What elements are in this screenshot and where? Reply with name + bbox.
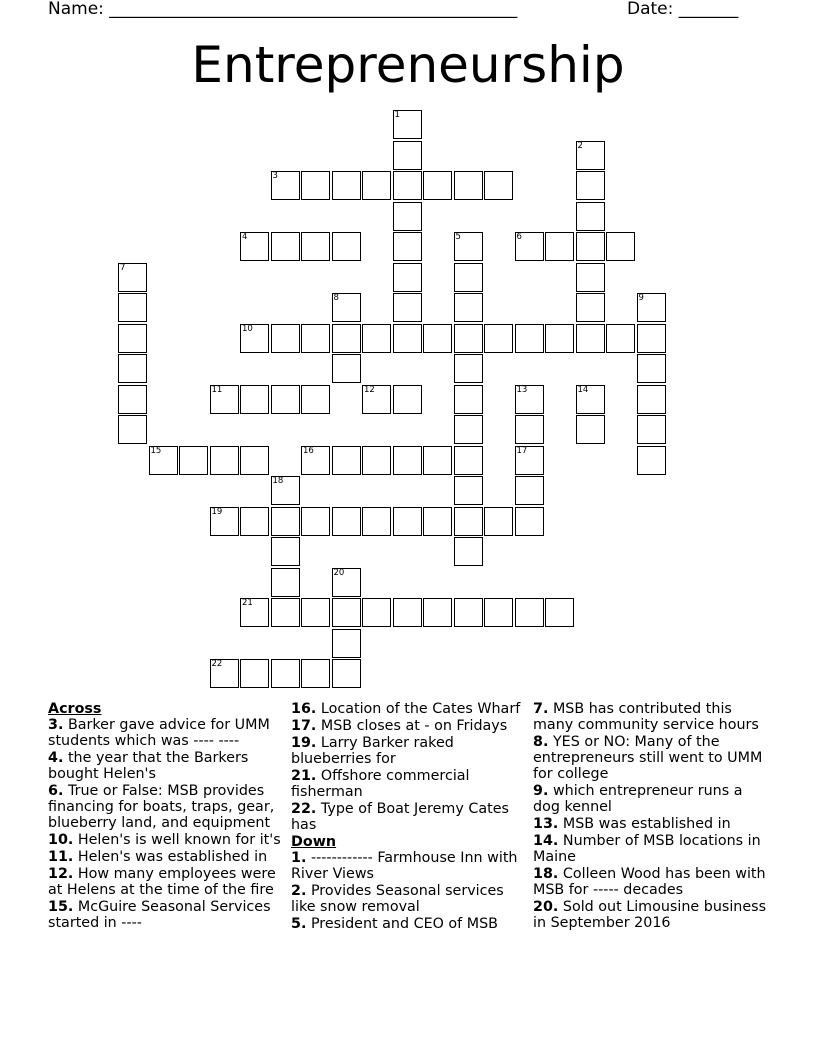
grid-cell[interactable]: [393, 171, 422, 200]
grid-cell[interactable]: [484, 324, 513, 353]
grid-cell[interactable]: [301, 598, 330, 627]
grid-cell[interactable]: [240, 446, 269, 475]
clue-down-14: 14. Number of MSB locations in Maine: [533, 833, 761, 865]
grid-cell[interactable]: [332, 354, 361, 383]
grid-cell[interactable]: [423, 446, 452, 475]
name-field-label: Name: ________________________________________________: [48, 0, 518, 19]
grid-cell[interactable]: [545, 324, 574, 353]
grid-cell[interactable]: [271, 659, 300, 688]
clue-down-13: 13. MSB was established in: [533, 816, 731, 832]
grid-cell[interactable]: [423, 598, 452, 627]
grid-cell[interactable]: [332, 232, 361, 261]
grid-cell[interactable]: [637, 446, 666, 475]
grid-cell[interactable]: [240, 659, 269, 688]
clue-across-11: 11. Helen's was established in: [48, 849, 268, 865]
grid-cell[interactable]: [576, 293, 605, 322]
grid-cell[interactable]: [393, 385, 422, 414]
grid-cell[interactable]: [637, 324, 666, 353]
clue-number-label: 22: [211, 659, 223, 669]
clue-number-label: 17: [516, 445, 528, 456]
clue-down-8: 8. YES or NO: Many of the entrepreneurs still went to UMM for college: [533, 734, 763, 782]
grid-cell[interactable]: [606, 324, 635, 353]
grid-cell[interactable]: [240, 385, 269, 414]
down-heading: Down: [291, 834, 337, 850]
clue-across-17: 17. MSB closes at - on Fridays: [291, 718, 508, 734]
clue-down-5: 5. President and CEO of MSB: [291, 916, 498, 932]
grid-cell[interactable]: [393, 141, 422, 170]
clue-number-label: 15: [150, 445, 162, 456]
grid-cell[interactable]: [423, 507, 452, 536]
grid-cell[interactable]: [515, 476, 544, 505]
clue-down-9: 9. which entrepreneur runs a dog kennel: [533, 783, 743, 815]
grid-cell[interactable]: [332, 659, 361, 688]
grid-cell[interactable]: [484, 171, 513, 200]
grid-cell[interactable]: [240, 507, 269, 536]
clue-number-label: 9: [638, 293, 644, 303]
clue-down-1: 1. ------------ Farmhouse Inn with River Views: [291, 850, 518, 882]
grid-cell[interactable]: [301, 385, 330, 414]
clue-number-label: 3: [272, 171, 278, 181]
grid-cell[interactable]: [576, 324, 605, 353]
grid-cell[interactable]: [454, 263, 483, 292]
clue-number-label: 5: [455, 232, 461, 242]
grid-cell[interactable]: [271, 385, 300, 414]
clue-across-19: 19. Larry Barker raked blueberries for: [291, 735, 454, 767]
grid-cell[interactable]: [301, 171, 330, 200]
grid-cell[interactable]: [454, 537, 483, 566]
grid-cell[interactable]: [454, 354, 483, 383]
clue-number-label: 4: [242, 232, 248, 242]
grid-cell[interactable]: [606, 232, 635, 261]
grid-cell[interactable]: [118, 324, 147, 353]
grid-cell[interactable]: [362, 507, 391, 536]
clue-across-21: 21. Offshore commercial fisherman: [291, 768, 470, 800]
grid-cell[interactable]: [637, 385, 666, 414]
grid-cell[interactable]: [301, 324, 330, 353]
grid-cell[interactable]: [362, 446, 391, 475]
grid-cell[interactable]: [454, 476, 483, 505]
clue-number-label: 1: [394, 110, 400, 120]
grid-cell[interactable]: [301, 659, 330, 688]
grid-cell[interactable]: [118, 354, 147, 383]
grid-cell[interactable]: [118, 415, 147, 444]
clue-across-3: 3. Barker gave advice for UMM students which was ---- ----: [48, 717, 270, 749]
grid-cell[interactable]: [332, 507, 361, 536]
grid-cell[interactable]: [454, 415, 483, 444]
grid-cell[interactable]: [393, 507, 422, 536]
clue-number-label: 21: [242, 598, 253, 608]
grid-cell[interactable]: [484, 507, 513, 536]
clues-column-3: [533, 701, 767, 932]
grid-cell[interactable]: [484, 598, 513, 627]
date-field-label: Date: _______: [627, 0, 739, 19]
grid-cell[interactable]: [545, 232, 574, 261]
grid-cell[interactable]: [332, 171, 361, 200]
grid-cell[interactable]: [332, 446, 361, 475]
clue-number-label: 11: [211, 384, 223, 395]
grid-cell[interactable]: [332, 324, 361, 353]
clue-number-label: 18: [272, 476, 284, 486]
grid-cell[interactable]: [271, 598, 300, 627]
grid-cell[interactable]: [576, 171, 605, 200]
grid-cell[interactable]: [515, 598, 544, 627]
clue-number-label: 7: [120, 262, 126, 273]
grid-cell[interactable]: [301, 232, 330, 261]
clue-number-label: 16: [303, 445, 314, 456]
grid-cell[interactable]: [118, 385, 147, 414]
grid-cell[interactable]: [210, 446, 239, 475]
grid-cell[interactable]: [423, 324, 452, 353]
grid-cell[interactable]: [301, 507, 330, 536]
grid-cell[interactable]: [515, 415, 544, 444]
grid-cell[interactable]: [393, 293, 422, 322]
clue-number-label: 20: [333, 567, 345, 578]
clue-across-6: 6. True or False: MSB provides financing for boats, traps, gear, blueberry land, and equipment: [48, 783, 275, 831]
grid-cell[interactable]: [271, 568, 300, 597]
grid-cell[interactable]: [332, 629, 361, 658]
clues-column-2: [291, 701, 525, 933]
clue-number-label: 8: [333, 293, 339, 303]
grid-cell[interactable]: [454, 171, 483, 200]
grid-cell[interactable]: [362, 598, 391, 627]
page-title: Entrepreneurship: [191, 36, 625, 94]
grid-cell[interactable]: [515, 507, 544, 536]
clue-across-4: 4. the year that the Barkers bought Helen's: [48, 750, 249, 782]
grid-cell[interactable]: [637, 415, 666, 444]
grid-cell[interactable]: [454, 598, 483, 627]
clue-number-label: 13: [516, 384, 528, 395]
grid-cell[interactable]: [454, 507, 483, 536]
clue-across-10: 10. Helen's is well known for it's: [48, 832, 281, 848]
clue-number-label: 2: [577, 140, 583, 151]
grid-cell[interactable]: [271, 537, 300, 566]
grid-cell[interactable]: [393, 232, 422, 261]
grid-cell[interactable]: [576, 202, 605, 231]
grid-cell[interactable]: [454, 385, 483, 414]
grid-cell[interactable]: [393, 263, 422, 292]
clue-number-label: 14: [577, 384, 589, 395]
clue-across-22: 22. Type of Boat Jeremy Cates has: [291, 801, 509, 833]
grid-cell[interactable]: [454, 446, 483, 475]
clue-down-18: 18. Colleen Wood has been with MSB for ----- decades: [533, 866, 766, 898]
clues-column-1: [48, 701, 282, 932]
grid-cell[interactable]: [393, 202, 422, 231]
grid-cell[interactable]: [271, 232, 300, 261]
grid-cell[interactable]: [576, 232, 605, 261]
clue-across-15: 15. McGuire Seasonal Services started in ----: [48, 899, 271, 931]
grid-cell[interactable]: [545, 598, 574, 627]
grid-cell[interactable]: [454, 293, 483, 322]
grid-cell[interactable]: [576, 415, 605, 444]
clue-down-2: 2. Provides Seasonal services like snow removal: [291, 883, 504, 915]
clue-number-label: 10: [242, 323, 253, 334]
grid-cell[interactable]: [637, 354, 666, 383]
grid-cell[interactable]: [393, 324, 422, 353]
clue-down-7: 7. MSB has contributed this many community service hours: [533, 701, 759, 733]
grid-cell[interactable]: [179, 446, 208, 475]
grid-cell[interactable]: [454, 324, 483, 353]
grid-cell[interactable]: [576, 263, 605, 292]
clue-number-label: 6: [516, 232, 522, 242]
clue-across-12: 12. How many employees were at Helens at the time of the fire: [48, 866, 276, 898]
grid-cell[interactable]: [118, 293, 147, 322]
clue-number-label: 12: [364, 384, 375, 395]
grid-cell[interactable]: [271, 324, 300, 353]
grid-cell[interactable]: [362, 171, 391, 200]
grid-cell[interactable]: [332, 598, 361, 627]
grid-cell[interactable]: [393, 598, 422, 627]
clue-number-label: 19: [211, 506, 223, 517]
grid-cell[interactable]: [393, 446, 422, 475]
grid-cell[interactable]: [362, 324, 391, 353]
grid-cell[interactable]: [515, 324, 544, 353]
clue-across-16: 16. Location of the Cates Wharf: [291, 701, 521, 717]
across-heading: Across: [48, 701, 102, 717]
grid-cell[interactable]: [423, 171, 452, 200]
grid-cell[interactable]: [271, 507, 300, 536]
clue-down-20: 20. Sold out Limousine business in September 2016: [533, 899, 767, 931]
